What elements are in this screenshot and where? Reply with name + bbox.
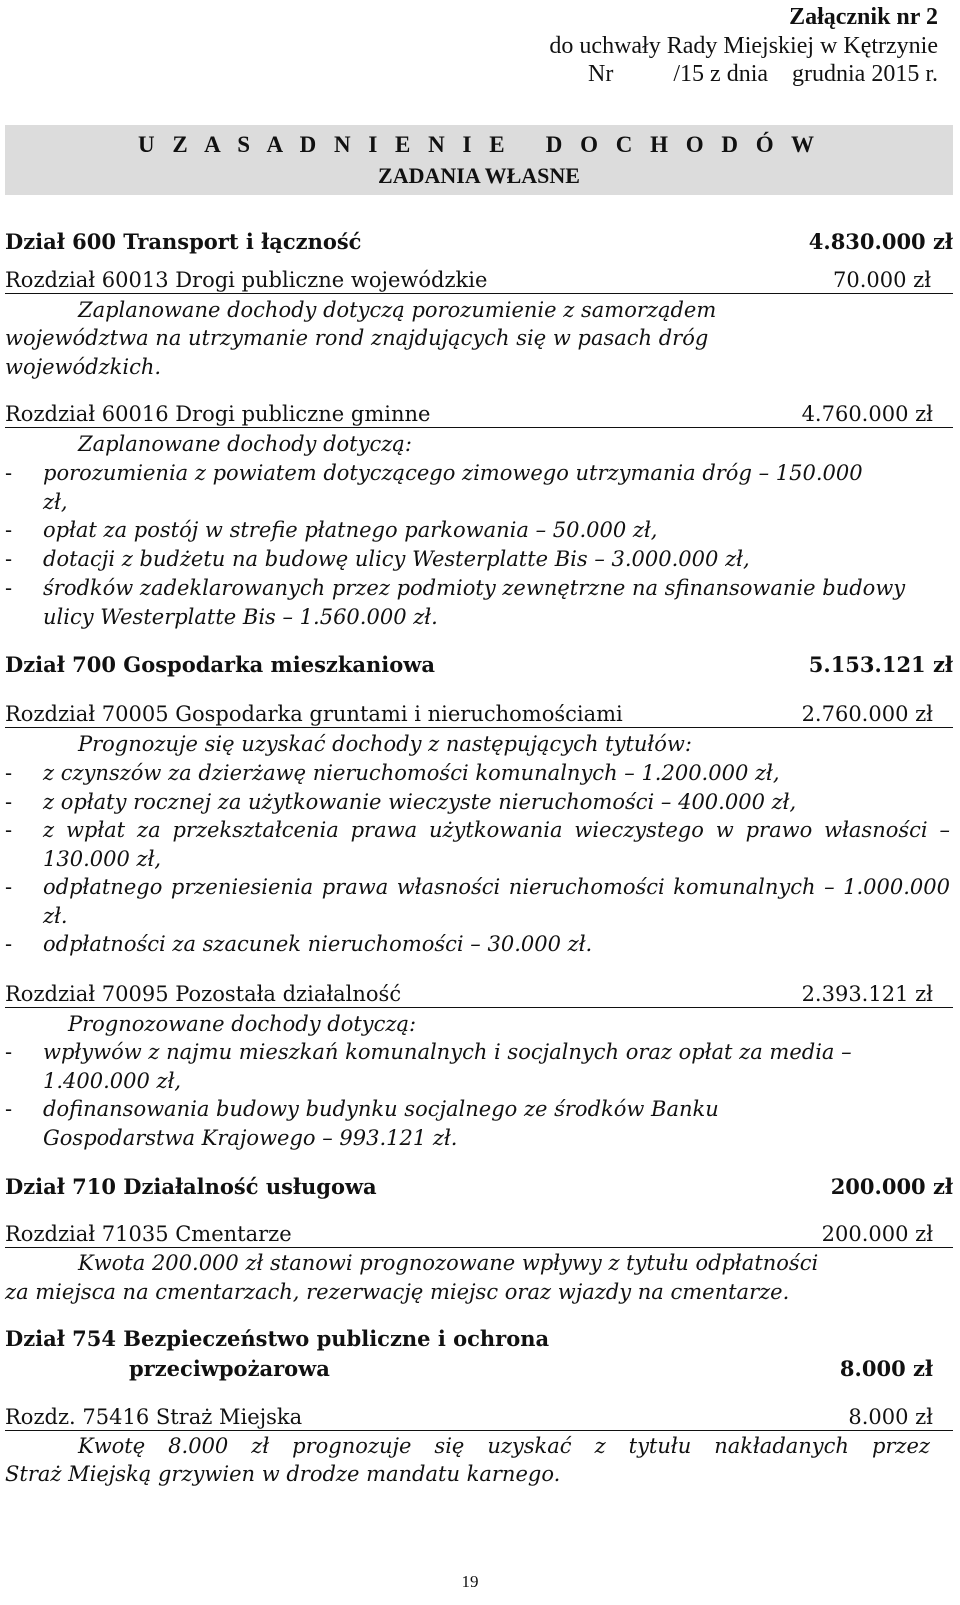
list-item: - odpłatnego przeniesienia prawa własności nieruchomości komunalnych – 1.000.000 zł. <box>5 875 950 928</box>
page-number: 19 <box>461 1572 479 1591</box>
rozdzial-60013-desc-line2: województwa na utrzymanie rond znajdujących się w pasach dróg wojewódzkich. <box>5 326 709 379</box>
rozdzial-70005-heading <box>5 700 953 728</box>
rozdzial-60013-title: Rozdział 60013 Drogi publiczne wojewódzkie <box>5 268 488 292</box>
dzial-700-title: Dział 700 Gospodarka mieszkaniowa <box>5 652 435 677</box>
resolution-reference: do uchwały Rady Miejskiej w Kętrzynie <box>549 33 938 59</box>
rozdzial-60013-amount: 70.000 zł <box>832 268 931 292</box>
rozdzial-71035-desc-line2: za miejsca na cmentarzach, rezerwację miejsc oraz wjazdy na cmentarze. <box>5 1280 790 1304</box>
rozdzial-75416-heading <box>5 1403 953 1431</box>
rozdzial-75416-title: Rozdz. 75416 Straż Miejska <box>5 1405 303 1429</box>
dzial-710-title: Dział 710 Działalność usługowa <box>5 1174 377 1199</box>
rozdzial-71035-title: Rozdział 71035 Cmentarze <box>5 1222 292 1246</box>
rozdzial-60013-heading <box>5 266 953 294</box>
dzial-754-title-line1: Dział 754 Bezpieczeństwo publiczne i ochrona <box>5 1326 550 1351</box>
dzial-600-heading <box>5 228 953 256</box>
rozdzial-75416-desc-line2: Straż Miejską grzywien w drodze mandatu karnego. <box>5 1462 561 1486</box>
dzial-600-title: Dział 600 Transport i łączność <box>5 229 362 254</box>
list-item: - z wpłat za przekształcenia prawa użytkowania wieczystego w prawo własności – 130.000 zł, <box>5 818 950 871</box>
dzial-754-heading-line1 <box>5 1325 953 1353</box>
list-item: - porozumienia z powiatem dotyczącego zimowego utrzymania dróg – 150.000 zł, <box>5 461 863 514</box>
rozdzial-60016-heading <box>5 400 953 428</box>
rozdzial-60013-desc-line1: Zaplanowane dochody dotyczą porozumienie z samorządem <box>78 298 717 322</box>
list-item: - opłat za postój w strefie płatnego parkowania – 50.000 zł, <box>5 518 658 542</box>
resolution-number-date: Nr /15 z dnia grudnia 2015 r. <box>588 61 938 87</box>
dzial-754-amount: 8.000 zł <box>839 1356 933 1381</box>
rozdzial-70095-intro: Prognozowane dochody dotyczą: <box>68 1012 417 1036</box>
list-item: - środków zadeklarowanych przez podmioty zewnętrzne na sfinansowanie budowy ulicy Westerplatte Bis – 1.560.000 zł. <box>5 576 906 629</box>
attachment-number: Załącznik nr 2 <box>789 4 938 30</box>
rozdzial-71035-heading <box>5 1220 953 1248</box>
rozdzial-70095-heading <box>5 980 953 1008</box>
title-banner <box>5 125 953 195</box>
rozdzial-71035-amount: 200.000 zł <box>821 1222 933 1246</box>
rozdzial-70005-intro: Prognozuje się uzyskać dochody z następujących tytułów: <box>78 732 692 756</box>
document-subtitle: ZADANIA WŁASNE <box>378 163 580 188</box>
list-item: - z opłaty rocznej za użytkowanie wieczyste nieruchomości – 400.000 zł, <box>5 790 797 814</box>
dzial-710-amount: 200.000 zł <box>830 1174 953 1199</box>
dzial-710-heading <box>5 1173 953 1201</box>
rozdzial-70005-amount: 2.760.000 zł <box>801 702 933 726</box>
dzial-600-amount: 4.830.000 zł <box>808 229 953 254</box>
rozdzial-60016-title: Rozdział 60016 Drogi publiczne gminne <box>5 402 431 426</box>
rozdzial-60016-intro: Zaplanowane dochody dotyczą: <box>78 432 412 456</box>
rozdzial-75416-amount: 8.000 zł <box>848 1405 933 1429</box>
rozdzial-60016-amount: 4.760.000 zł <box>801 402 933 426</box>
dzial-754-title-line2: przeciwpożarowa <box>129 1356 330 1381</box>
rozdzial-70095-title: Rozdział 70095 Pozostała działalność <box>5 982 402 1006</box>
rozdzial-70095-amount: 2.393.121 zł <box>801 982 933 1006</box>
dzial-700-heading <box>5 651 953 679</box>
rozdzial-75416-desc-line1: Kwotę 8.000 zł prognozuje się uzyskać z tytułu nakładanych przez <box>78 1434 930 1458</box>
dzial-700-amount: 5.153.121 zł <box>808 652 953 677</box>
dzial-754-heading-line2 <box>5 1355 953 1383</box>
list-item: - wpływów z najmu mieszkań komunalnych i socjalnych oraz opłat za media – 1.400.000 zł, <box>5 1040 852 1093</box>
list-item: - dofinansowania budowy budynku socjalnego ze środków Banku Gospodarstwa Krajowego – 993.121 zł. <box>5 1097 719 1150</box>
rozdzial-70005-title: Rozdział 70005 Gospodarka gruntami i nieruchomościami <box>5 702 623 726</box>
list-item: - dotacji z budżetu na budowę ulicy Westerplatte Bis – 3.000.000 zł, <box>5 547 750 571</box>
document-title: U Z A S A D N I E N I E D O C H O D Ó W <box>137 132 821 157</box>
list-item: - odpłatności za szacunek nieruchomości – 30.000 zł. <box>5 932 593 956</box>
list-item: - z czynszów za dzierżawę nieruchomości komunalnych – 1.200.000 zł, <box>5 761 780 785</box>
rozdzial-71035-desc-line1: Kwota 200.000 zł stanowi prognozowane wpływy z tytułu odpłatności <box>78 1251 819 1275</box>
